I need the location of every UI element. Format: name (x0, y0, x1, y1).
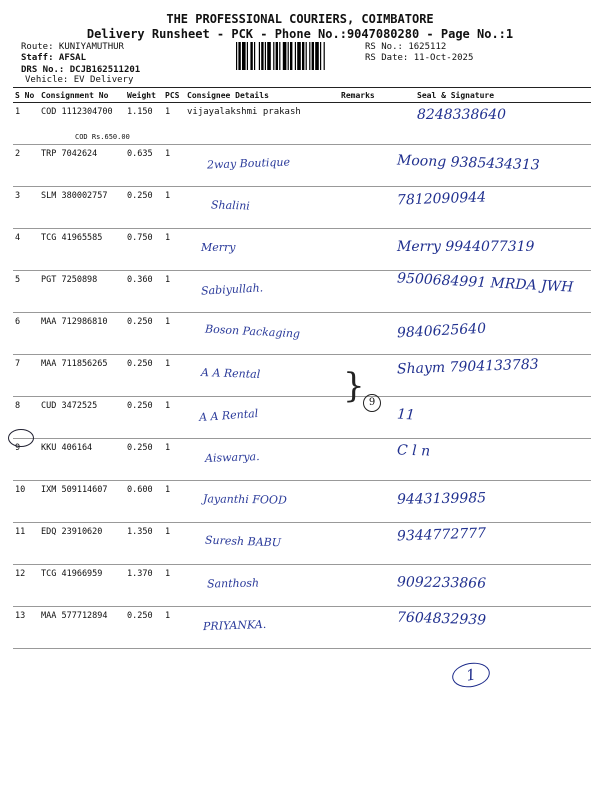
row-consignment: PGT 7250898 (39, 271, 125, 313)
row-weight: 0.250 (125, 439, 163, 481)
row-weight: 0.360 (125, 271, 163, 313)
row-signature (377, 271, 591, 313)
signature-handwritten: Shaym 7904133783 (396, 356, 539, 378)
row-consignee (185, 355, 339, 397)
row-consignee (185, 481, 339, 523)
row-pcs: 1 (163, 397, 185, 439)
row-pcs: 1 (163, 271, 185, 313)
consignee-handwritten: 2way Boutique (206, 155, 291, 172)
row-consignee (185, 271, 339, 313)
col-sno-header: S No (13, 88, 39, 103)
row-signature (377, 397, 591, 439)
row-consignment: CUD 3472525 (39, 397, 125, 439)
row-consignee (185, 229, 339, 271)
row-consignment: TCG 41965585 (39, 229, 125, 271)
row-consignment: TCG 41966959 (39, 565, 125, 607)
row-consignee (185, 187, 339, 229)
runsheet-subtitle: Delivery Runsheet - PCK - Phone No.:9047080280 - Page No.:1 (86, 27, 514, 41)
runsheet-table (13, 87, 591, 649)
row-pcs: 1 (163, 481, 185, 523)
table-row (13, 523, 591, 565)
consignee-handwritten: PRIYANKA. (202, 617, 267, 634)
row-remarks (339, 229, 377, 271)
signature-handwritten: C l n (396, 442, 431, 460)
row-pcs: 1 (163, 187, 185, 229)
remark-circle: 9 (363, 394, 381, 412)
row-consignee (185, 397, 339, 439)
row-signature (377, 313, 591, 355)
row-pcs: 1 (163, 103, 185, 145)
row-consignment: MAA 712986810 (39, 313, 125, 355)
row-signature (377, 523, 591, 565)
consignee-handwritten: Merry (201, 241, 236, 254)
signature-handwritten: 11 (396, 406, 416, 424)
col-consignee-header: Consignee Details (185, 88, 339, 103)
signature-handwritten: 9443139985 (396, 490, 487, 508)
row-remarks (339, 439, 377, 481)
row-remarks (339, 187, 377, 229)
row-pcs: 1 (163, 565, 185, 607)
row-remarks (339, 607, 377, 649)
table-header-row (13, 88, 591, 103)
row-weight: 0.635 (125, 145, 163, 187)
col-pcs-header: PCS (163, 88, 185, 103)
row-weight: 0.250 (125, 355, 163, 397)
consignee-handwritten: Santhosh (206, 576, 260, 591)
row-pcs: 1 (163, 523, 185, 565)
row-remarks (339, 481, 377, 523)
route-label: Route: KUNIYAMUTHUR (21, 42, 124, 52)
signature-handwritten: 9840625640 (396, 320, 487, 342)
signature-handwritten: 7812090944 (396, 189, 487, 209)
row-signature (377, 481, 591, 523)
table-row (13, 145, 591, 187)
row-serial: 1 (13, 103, 39, 145)
row-consignee (185, 313, 339, 355)
remark-brace: } (343, 366, 365, 406)
consignee-handwritten: Shalini (210, 198, 251, 213)
row-signature (377, 439, 591, 481)
row-remarks (339, 103, 377, 145)
runsheet-title: THE PROFESSIONAL COURIERS, COIMBATORE (166, 12, 434, 26)
consignee-handwritten: Suresh BABU (204, 533, 282, 550)
consignee-handwritten: Sabiyullah. (200, 281, 264, 298)
row-weight: 0.750 (125, 229, 163, 271)
row-consignee (185, 565, 339, 607)
rs-date: RS Date: 11-Oct-2025 (365, 53, 474, 63)
row-consignment: SLM 380002757 (39, 187, 125, 229)
signature-handwritten: 8248338640 (417, 107, 507, 123)
row-weight: 1.150 (125, 103, 163, 145)
row-serial: 4 (13, 229, 39, 271)
row-consignment: IXM 509114607 (39, 481, 125, 523)
row-weight: 1.370 (125, 565, 163, 607)
row-pcs: 1 (163, 229, 185, 271)
row-pcs: 1 (163, 607, 185, 649)
vehicle-label: Vehicle: EV Delivery (25, 75, 134, 85)
row-weight: 1.350 (125, 523, 163, 565)
table-row (13, 229, 591, 271)
signature-handwritten: 7604832939 (396, 609, 487, 629)
table-row (13, 187, 591, 229)
row-remarks (339, 523, 377, 565)
row-signature (377, 103, 591, 145)
row-consignee (185, 439, 339, 481)
row-consignment: TRP 7042624 (39, 145, 125, 187)
table-row (13, 481, 591, 523)
row-weight: 0.250 (125, 187, 163, 229)
consignee-handwritten: A A Rental (198, 406, 259, 425)
row-serial: 11 (13, 523, 39, 565)
barcode (236, 42, 360, 70)
row-signature (377, 145, 591, 187)
row-serial: 13 (13, 607, 39, 649)
row-serial: 9 (13, 439, 39, 481)
row-consignment: KKU 406164 (39, 439, 125, 481)
consignee-handwritten: Aiswarya. (204, 450, 260, 465)
row-weight: 0.250 (125, 607, 163, 649)
row-consignment: MAA 711856265 (39, 355, 125, 397)
row-consignee (185, 523, 339, 565)
row-signature (377, 355, 591, 397)
row-pcs: 1 (163, 313, 185, 355)
row-consignment: MAA 577712894 (39, 607, 125, 649)
consignee-handwritten: Jayanthi FOOD (202, 492, 287, 507)
signature-handwritten: 9500684991 MRDA JWH (396, 270, 574, 296)
rs-number: RS No.: 1625112 (365, 42, 447, 52)
col-consignment-header: Consignment No (39, 88, 125, 103)
row-signature (377, 565, 591, 607)
row-pcs: 1 (163, 145, 185, 187)
table-row (13, 355, 591, 397)
consignee-handwritten: A A Rental (200, 365, 261, 382)
col-seal-header: Seal & Signature (377, 88, 591, 103)
table-row (13, 607, 591, 649)
row-consignee (185, 145, 339, 187)
row-serial: 6 (13, 313, 39, 355)
table-row (13, 397, 591, 439)
bottom-mark: 1 (450, 660, 492, 690)
row-serial: 2 (13, 145, 39, 187)
row-remarks (339, 313, 377, 355)
row-weight: 0.250 (125, 397, 163, 439)
row-weight: 0.600 (125, 481, 163, 523)
row-serial: 7 (13, 355, 39, 397)
signature-handwritten: Merry 9944077319 (397, 239, 535, 255)
row-serial: 12 (13, 565, 39, 607)
row-serial: 3 (13, 187, 39, 229)
cod-amount: COD Rs.650.00 (75, 133, 130, 141)
row-signature (377, 229, 591, 271)
staff-label: Staff: AFSAL (21, 53, 87, 63)
row-signature (377, 607, 591, 649)
row-pcs: 1 (163, 439, 185, 481)
drs-number: DRS No.: DCJB162511201 (21, 65, 141, 75)
row-remarks (339, 145, 377, 187)
row-remarks (339, 565, 377, 607)
table-row (13, 313, 591, 355)
table-row (13, 565, 591, 607)
row-signature (377, 187, 591, 229)
signature-handwritten: 9092233866 (396, 574, 487, 592)
row-consignment: COD 1112304700 (39, 103, 125, 145)
row-serial: 8 (13, 397, 39, 439)
row-serial: 5 (13, 271, 39, 313)
signature-handwritten: Moong 9385434313 (396, 152, 540, 174)
row-consignment: EDQ 23910620 (39, 523, 125, 565)
col-weight-header: Weight (125, 88, 163, 103)
table-row (13, 103, 591, 145)
col-remarks-header: Remarks (339, 88, 377, 103)
table-row (13, 271, 591, 313)
consignee-handwritten: Boson Packaging (204, 322, 301, 341)
circled-row-mark (8, 429, 34, 447)
consignee-name: vijayalakshmi prakash (187, 107, 301, 117)
table-row (13, 439, 591, 481)
signature-handwritten: 9344772777 (396, 525, 487, 545)
row-consignee (185, 607, 339, 649)
row-serial: 10 (13, 481, 39, 523)
row-pcs: 1 (163, 355, 185, 397)
row-remarks (339, 271, 377, 313)
row-weight: 0.250 (125, 313, 163, 355)
